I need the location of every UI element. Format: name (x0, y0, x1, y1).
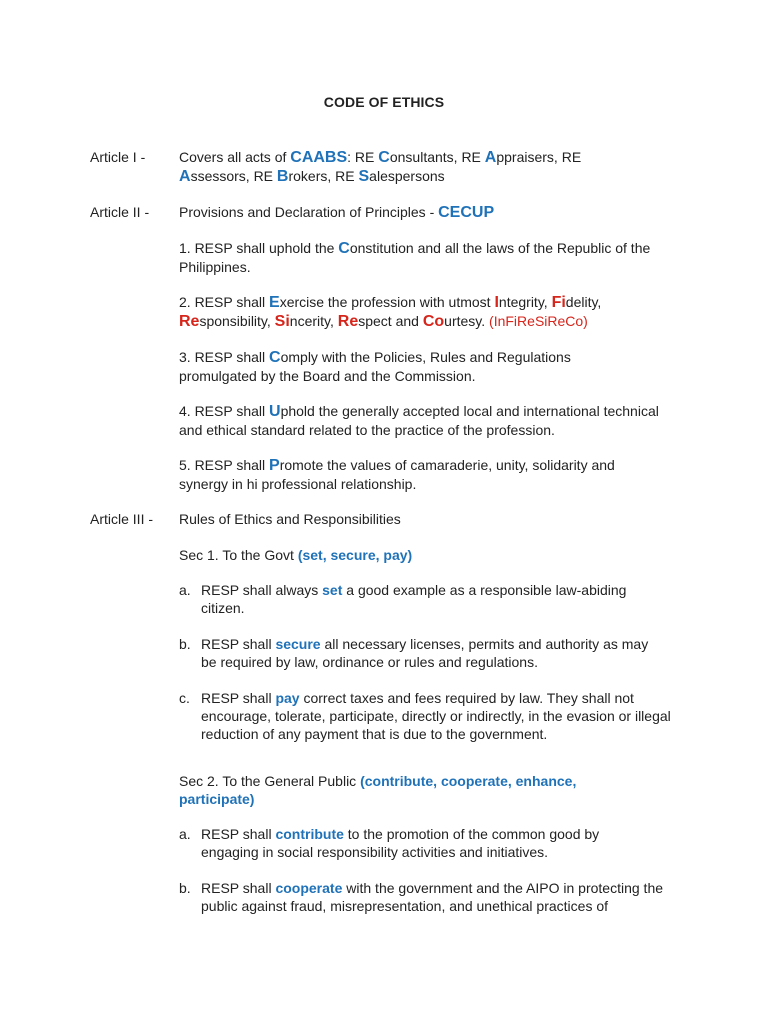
article-3-label: Article III - (90, 511, 154, 527)
section-1-item-a: a. RESP shall always set a good example as a responsible law-abiding citizen. (179, 582, 627, 616)
section-1-item-c: c. RESP shall pay correct taxes and fees required by law. They shall not encourage, tolerate, participate, directly or indirectly, in the evasion or illegal reduction of any payment that is due to the government. (179, 690, 671, 742)
article-1-label: Article I - (90, 149, 146, 165)
article-2-item-2: 2. RESP shall Exercise the profession with utmost Integrity, Fidelity, Responsibility, Sincerity, Respect and Courtesy. (InFiReSiReCo) (179, 294, 602, 330)
article-2-title: Provisions and Declaration of Principles - CECUP (179, 204, 495, 221)
section-2-heading: Sec 2. To the General Public (contribute, cooperate, enhance, participate) (179, 773, 577, 807)
article-1-text: Covers all acts of CAABS: RE Consultants, RE Appraisers, RE Assessors, RE Brokers, RE Salespersons (179, 149, 582, 185)
article-2-item-4: 4. RESP shall Uphold the generally accepted local and international technical and ethical standard related to the practice of the profession. (179, 403, 659, 438)
article-2-item-5: 5. RESP shall Promote the values of camaraderie, unity, solidarity and synergy in hi professional relationship. (179, 457, 615, 492)
article-2-label: Article II - (90, 204, 150, 220)
section-1-heading: Sec 1. To the Govt (set, secure, pay) (179, 547, 413, 563)
article-2-item-3: 3. RESP shall Comply with the Policies, Rules and Regulations promulgated by the Board and the Commission. (179, 349, 571, 384)
article-2-item-1: 1. RESP shall uphold the Constitution and all the laws of the Republic of the Philippines. (179, 240, 651, 275)
article-3-title: Rules of Ethics and Responsibilities (179, 511, 401, 527)
page-title: CODE OF ETHICS (323, 94, 445, 110)
section-1-item-b: b. RESP shall secure all necessary licenses, permits and authority as may be required by law, ordinance or rules and regulations. (179, 636, 649, 670)
section-2-item-b: b. RESP shall cooperate with the government and the AIPO in protecting the public against fraud, misrepresentation, and unethical practices of (179, 880, 664, 914)
section-2-item-a: a. RESP shall contribute to the promotion of the common good by engaging in social responsibility activities and initiatives. (179, 826, 600, 860)
